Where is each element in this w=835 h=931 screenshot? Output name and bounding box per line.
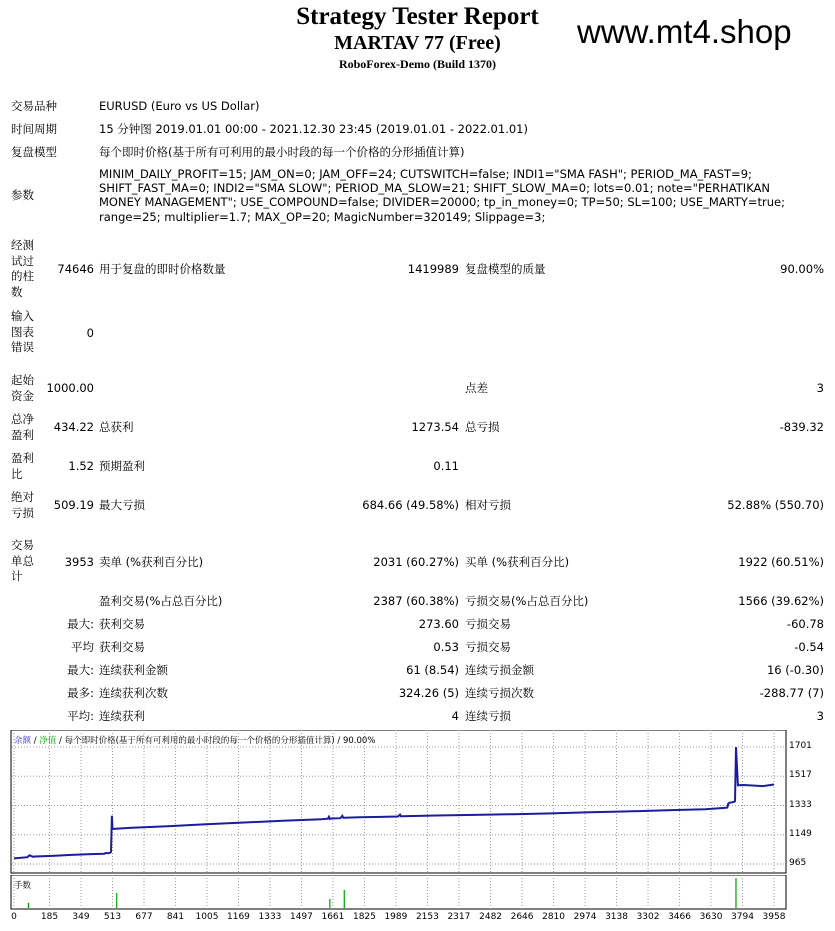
x-tick-label: 3466 bbox=[668, 912, 691, 922]
volume-label: 手数 bbox=[14, 881, 32, 891]
maxamt-loss-label: 连续亏损次数 bbox=[465, 686, 534, 700]
x-tick-label: 1989 bbox=[384, 912, 408, 922]
avgcons-loss-value: 3 bbox=[816, 709, 824, 723]
legend-equity: 净值 bbox=[39, 736, 57, 746]
x-tick-label: 2810 bbox=[542, 912, 566, 922]
largest-loss-label: 亏损交易 bbox=[465, 617, 511, 631]
x-tick-label: 3958 bbox=[762, 912, 786, 922]
maxamt-win-value: 324.26 (5) bbox=[398, 686, 459, 700]
x-tick-label: 1005 bbox=[195, 912, 219, 922]
largest-prefix: 最大: bbox=[67, 617, 94, 631]
rel-dd-value: 52.88% (550.70) bbox=[727, 498, 824, 512]
gross-profit-label: 总获利 bbox=[99, 420, 134, 434]
legend-rest: / 每个即时价格(基于所有可利用的最小时段的每一个价格的分形插值计算) / 90.00% bbox=[56, 736, 376, 746]
report-title: Strategy Tester Report bbox=[296, 3, 539, 30]
pf-label: 盈利比 bbox=[11, 451, 34, 481]
x-tick-label: 3630 bbox=[699, 912, 723, 922]
largest-profit-label: 获利交易 bbox=[99, 617, 145, 631]
spread-value: 3 bbox=[816, 381, 824, 395]
avgcons-prefix: 平均: bbox=[67, 709, 94, 723]
quality-label: 复盘模型的质量 bbox=[465, 262, 546, 276]
maxcons-win-label: 连续获利金额 bbox=[99, 663, 168, 677]
avgcons-loss-label: 连续亏损 bbox=[465, 709, 511, 723]
model-value: 每个即时价格(基于所有可利用的最小时段的每一个价格的分形插值计算) bbox=[99, 145, 465, 159]
x-tick-label: 1169 bbox=[227, 912, 250, 922]
y-tick-label: 1701 bbox=[789, 741, 812, 751]
x-tick-label: 1497 bbox=[289, 912, 313, 922]
avgcons-win-label: 连续获利 bbox=[99, 709, 145, 723]
watermark-site: www.mt4.shop bbox=[577, 13, 792, 50]
y-tick-label: 1333 bbox=[789, 799, 812, 810]
ticks-value: 1419989 bbox=[407, 262, 459, 276]
y-tick-label: 965 bbox=[789, 858, 807, 868]
net-label: 总净盈利 bbox=[11, 412, 34, 442]
x-tick-label: 349 bbox=[72, 912, 90, 922]
gross-loss-value: -839.32 bbox=[779, 420, 824, 434]
maxcons-loss-label: 连续亏损金额 bbox=[465, 663, 534, 677]
x-axis bbox=[0, 909, 835, 929]
pf-value: 1.52 bbox=[68, 459, 94, 473]
average-prefix: 平均 bbox=[71, 640, 94, 654]
maxamt-loss-value: -288.77 (7) bbox=[759, 686, 824, 700]
bars-label: 经测试过的柱数 bbox=[11, 238, 34, 299]
symbol-value: EURUSD (Euro vs US Dollar) bbox=[99, 99, 260, 113]
period-label: 时间周期 bbox=[11, 122, 57, 136]
x-tick-label: 677 bbox=[135, 912, 153, 922]
x-tick-label: 2646 bbox=[510, 912, 534, 922]
legend-sep: / bbox=[31, 736, 40, 746]
x-tick-label: 3302 bbox=[636, 912, 660, 922]
gross-profit-value: 1273.54 bbox=[411, 420, 459, 434]
quality-value: 90.00% bbox=[780, 262, 824, 276]
avgcons-win-value: 4 bbox=[451, 709, 459, 723]
long-value: 1922 (60.51%) bbox=[738, 555, 824, 569]
x-tick-label: 2482 bbox=[479, 912, 503, 922]
x-tick-label: 1825 bbox=[352, 912, 376, 922]
maxcons-win-value: 61 (8.54) bbox=[406, 663, 459, 677]
largest-profit-value: 273.60 bbox=[418, 617, 459, 631]
abs-dd-label: 绝对亏损 bbox=[11, 490, 34, 520]
x-tick-label: 3794 bbox=[731, 912, 754, 922]
expected-value: 0.11 bbox=[433, 459, 459, 473]
trades-label: 交易单总计 bbox=[11, 538, 34, 583]
balance-chart bbox=[0, 730, 835, 875]
y-tick-label: 1517 bbox=[789, 770, 812, 781]
trades-value: 3953 bbox=[64, 555, 94, 569]
rel-dd-label: 相对亏损 bbox=[465, 498, 511, 512]
max-dd-label: 最大亏损 bbox=[99, 498, 145, 512]
y-tick-label: 1149 bbox=[789, 828, 812, 839]
volume-chart bbox=[0, 875, 835, 911]
maxamt-win-label: 连续获利次数 bbox=[99, 686, 168, 700]
short-label: 卖单 (%获利百分比) bbox=[99, 555, 204, 569]
x-tick-label: 1333 bbox=[258, 912, 282, 922]
max-dd-value: 684.66 (49.58%) bbox=[362, 498, 459, 512]
model-label: 复盘模型 bbox=[11, 145, 57, 159]
x-tick-label: 2153 bbox=[415, 912, 439, 922]
legend-balance: 余额 bbox=[14, 736, 32, 746]
profit-trades-label: 盈利交易(%占总百分比) bbox=[99, 594, 223, 608]
average-loss-value: -0.54 bbox=[794, 640, 824, 654]
average-profit-label: 获利交易 bbox=[99, 640, 145, 654]
errors-label: 输入图表错误 bbox=[11, 309, 34, 354]
expected-label: 预期盈利 bbox=[99, 459, 145, 473]
x-tick-label: 185 bbox=[40, 912, 59, 922]
average-loss-label: 亏损交易 bbox=[465, 640, 511, 654]
spread-label: 点差 bbox=[465, 381, 488, 395]
loss-trades-label: 亏损交易(%占总百分比) bbox=[465, 594, 589, 608]
x-tick-label: 2317 bbox=[447, 912, 471, 922]
params-value: MINIM_DAILY_PROFIT=15; JAM_ON=0; JAM_OFF=24; CUTSWITCH=false; INDI1="SMA FASH"; PERIOD_MA_FAST=9; SHIFT_FAST_MA=0; INDI2="SMA SLOW"; PERIOD_MA_SLOW=21; SHIFT_SLOW_MA=0; lots=0.01; note="PERHATIKAN MONEY MANAGEMENT"; USE_COMPOUND=false; DIVIDER=20000; tp_in_money=0; TP=50; SL=100; USE_MARTY=true; range=25; multiplier=1.7; MAX_OP=20; MagicNumber=320149; Slippage=3; bbox=[99, 167, 785, 224]
x-tick-label: 2974 bbox=[573, 912, 597, 922]
server-build: RoboForex-Demo (Build 1370) bbox=[338, 57, 497, 71]
x-tick-label: 0 bbox=[11, 912, 17, 922]
average-profit-value: 0.53 bbox=[433, 640, 459, 654]
params-label: 参数 bbox=[11, 188, 34, 202]
largest-loss-value: -60.78 bbox=[786, 617, 824, 631]
long-label: 买单 (%获利百分比) bbox=[465, 555, 570, 569]
deposit-value: 1000.00 bbox=[46, 381, 94, 395]
chart-frame bbox=[11, 730, 786, 873]
errors-value: 0 bbox=[86, 326, 94, 340]
x-tick-label: 3138 bbox=[605, 912, 628, 922]
net-value: 434.22 bbox=[53, 420, 94, 434]
symbol-label: 交易品种 bbox=[11, 99, 57, 113]
loss-trades-value: 1566 (39.62%) bbox=[738, 594, 824, 608]
period-value: 15 分钟图 2019.01.01 00:00 - 2021.12.30 23:45 (2019.01.01 - 2022.01.01) bbox=[99, 122, 528, 136]
profit-trades-value: 2387 (60.38%) bbox=[373, 594, 459, 608]
ea-name: MARTAV 77 (Free) bbox=[334, 32, 501, 54]
volume-frame bbox=[11, 875, 786, 909]
gross-loss-label: 总亏损 bbox=[465, 420, 500, 434]
x-tick-label: 841 bbox=[166, 912, 185, 922]
chart-legend bbox=[14, 734, 375, 746]
x-tick-label: 513 bbox=[103, 912, 122, 922]
abs-dd-value: 509.19 bbox=[53, 498, 94, 512]
ticks-label: 用于复盘的即时价格数量 bbox=[99, 262, 226, 276]
maxcons-loss-value: 16 (-0.30) bbox=[766, 663, 824, 677]
x-tick-label: 1661 bbox=[321, 912, 345, 922]
bars-value: 74646 bbox=[57, 262, 94, 276]
deposit-label: 起始资金 bbox=[11, 373, 34, 403]
maxamt-prefix: 最多: bbox=[67, 686, 94, 700]
short-value: 2031 (60.27%) bbox=[373, 555, 459, 569]
maxcons-prefix: 最大: bbox=[67, 663, 94, 677]
